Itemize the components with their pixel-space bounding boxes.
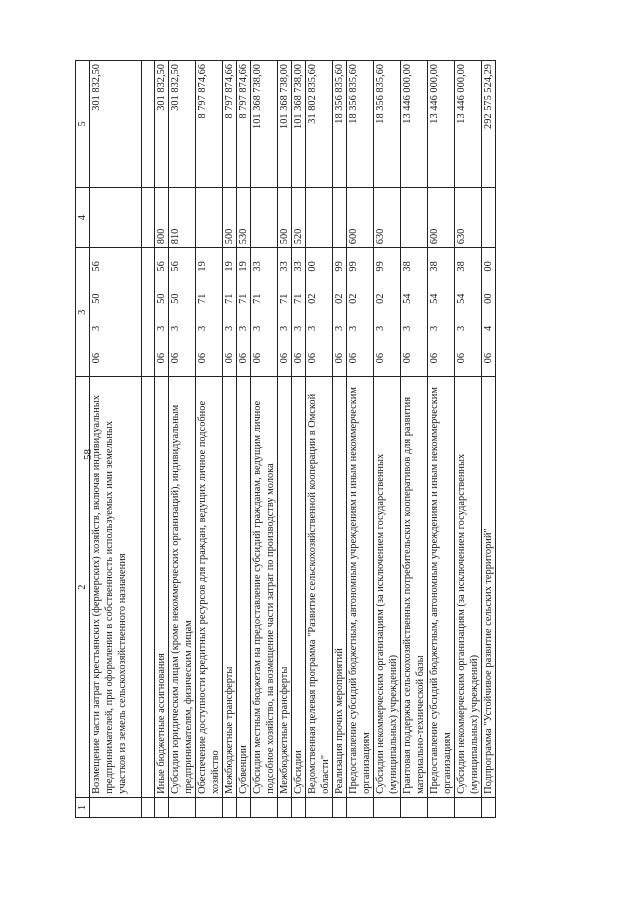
header-col-1: 1 (76, 797, 90, 817)
code-part: 33 (279, 261, 290, 272)
cell-code (237, 248, 251, 377)
code-part: 3 (170, 325, 181, 332)
code-group (251, 248, 264, 376)
header-col-2: 2 (76, 377, 90, 798)
cell-blank (333, 797, 347, 817)
cell-sum: 13 446 000,00 (455, 61, 482, 188)
code-part: 3 (456, 325, 467, 332)
cell-blank (455, 797, 482, 817)
code-part: 71 (197, 293, 208, 304)
table-row (278, 61, 292, 818)
cell-sum: 8 797 874,66 (223, 61, 237, 188)
table-row (251, 61, 278, 818)
cell-code (169, 248, 196, 377)
cell-name: Межбюджетные трансферты (278, 377, 292, 798)
code-part: 06 (483, 352, 494, 364)
code-part: 54 (456, 293, 467, 304)
code-group (196, 248, 209, 376)
code-part: 50 (91, 293, 102, 304)
code-part: 3 (197, 325, 208, 332)
cell-sum: 101 368 738,00 (292, 61, 306, 188)
cell-sum: 13 446 000,00 (401, 61, 428, 188)
table-row (333, 61, 347, 818)
cell-sum: 101 368 738,00 (251, 61, 278, 188)
cell-name (142, 377, 155, 798)
cell-name: Субвенции (237, 377, 251, 798)
code-part: 33 (252, 261, 263, 272)
code-group (333, 248, 346, 376)
table-row (455, 61, 482, 818)
code-part: 02 (375, 293, 386, 304)
code-group (306, 248, 319, 376)
cell-expense-type: 530 (237, 187, 251, 247)
cell-code (374, 248, 401, 377)
cell-blank (90, 797, 142, 817)
cell-name: Ведомственная целевая программа "Развитие сельскохозяйственной кооперации в Омской области" (306, 377, 333, 798)
code-part: 38 (429, 261, 440, 272)
cell-name: Предоставление субсидий бюджетным, автономным учреждениям и иным некоммерческим организациям (347, 377, 374, 798)
cell-blank (155, 797, 169, 817)
table-row (428, 61, 455, 818)
code-part: 06 (348, 352, 359, 364)
code-group (347, 248, 360, 376)
table-header-row (76, 61, 90, 818)
cell-blank (482, 797, 496, 817)
code-part: 3 (91, 325, 102, 332)
code-group (90, 248, 103, 376)
code-part: 33 (293, 261, 304, 272)
cell-expense-type (401, 187, 428, 247)
cell-expense-type: 600 (347, 187, 374, 247)
cell-blank (237, 797, 251, 817)
code-group (292, 248, 305, 376)
code-part: 06 (429, 352, 440, 364)
table-row (142, 61, 155, 818)
cell-expense-type (142, 187, 155, 247)
code-part: 19 (238, 261, 249, 272)
table-row (90, 61, 142, 818)
cell-code (292, 248, 306, 377)
cell-code (196, 248, 223, 377)
cell-sum: 301 832,50 (155, 61, 169, 188)
code-part: 06 (402, 352, 413, 364)
cell-expense-type (251, 187, 278, 247)
code-part: 54 (429, 293, 440, 304)
cell-sum: 301 832,50 (90, 61, 142, 188)
cell-expense-type (306, 187, 333, 247)
code-group (278, 248, 291, 376)
cell-blank (292, 797, 306, 817)
cell-blank (223, 797, 237, 817)
table-row (292, 61, 306, 818)
cell-blank (142, 797, 155, 817)
code-part: 38 (402, 261, 413, 272)
code-part: 99 (334, 261, 345, 272)
code-part: 71 (293, 293, 304, 304)
cell-expense-type: 500 (278, 187, 292, 247)
cell-name: Иные бюджетные ассигнования (155, 377, 169, 798)
code-part: 71 (279, 293, 290, 304)
cell-blank (374, 797, 401, 817)
code-part: 54 (402, 293, 413, 304)
code-part: 3 (252, 325, 263, 332)
cell-expense-type: 630 (455, 187, 482, 247)
code-part: 3 (402, 325, 413, 332)
cell-name: Подпрограмма "Устойчивое развитие сельских территорий" (482, 377, 496, 798)
cell-blank (196, 797, 223, 817)
cell-sum: 18 356 835,60 (333, 61, 347, 188)
cell-name: Субсидии юридическим лицам (кроме некоммерческих организаций), индивидуальным предпринимателям, физическим лицам (169, 377, 196, 798)
table-row (237, 61, 251, 818)
header-col-3: 3 (76, 248, 90, 377)
cell-expense-type: 520 (292, 187, 306, 247)
code-part: 02 (348, 293, 359, 304)
code-group (155, 248, 168, 376)
cell-code (155, 248, 169, 377)
code-part: 06 (156, 352, 167, 364)
table-row (306, 61, 333, 818)
cell-blank (251, 797, 278, 817)
cell-blank (169, 797, 196, 817)
cell-expense-type: 800 (155, 187, 169, 247)
code-part: 4 (483, 325, 494, 332)
table-row (482, 61, 496, 818)
cell-expense-type (333, 187, 347, 247)
code-part: 3 (279, 325, 290, 332)
code-part: 99 (375, 261, 386, 272)
cell-sum: 31 802 835,60 (306, 61, 333, 188)
cell-code (142, 248, 155, 377)
cell-blank (306, 797, 333, 817)
code-part: 3 (224, 325, 235, 332)
cell-name: Грантовая поддержка сельскохозяйственных потребительских кооперативов для развития материально-технической базы (401, 377, 428, 798)
code-part: 06 (91, 352, 102, 364)
code-part: 06 (334, 352, 345, 364)
code-part: 00 (483, 293, 494, 304)
code-part: 02 (307, 293, 318, 304)
code-part: 38 (456, 261, 467, 272)
cell-expense-type: 810 (169, 187, 196, 247)
budget-table (75, 60, 496, 818)
code-part: 00 (307, 261, 318, 272)
code-group (237, 248, 250, 376)
cell-sum (142, 61, 155, 188)
table-row (223, 61, 237, 818)
code-group (169, 248, 182, 376)
code-part: 06 (279, 352, 290, 364)
cell-sum: 13 446 000,00 (428, 61, 455, 188)
cell-name: Возмещение части затрат крестьянских (фермерских) хозяйств, включая индивидуальных предпринимателей, при оформлении в собственность используемых ими земельных участков из земель сельскохозяйственного назначения (90, 377, 142, 798)
code-group (374, 248, 387, 376)
cell-expense-type: 600 (428, 187, 455, 247)
code-part: 06 (224, 352, 235, 364)
header-col-4: 4 (76, 187, 90, 247)
cell-sum: 101 368 738,00 (278, 61, 292, 188)
cell-code (223, 248, 237, 377)
table-row (196, 61, 223, 818)
cell-blank (428, 797, 455, 817)
cell-name: Предоставление субсидий бюджетным, автономным учреждениям и иным некоммерческим организациям (428, 377, 455, 798)
code-group (401, 248, 414, 376)
code-part: 06 (238, 352, 249, 364)
table-row (347, 61, 374, 818)
code-part: 06 (307, 352, 318, 364)
code-part: 19 (224, 261, 235, 272)
code-part: 06 (252, 352, 263, 364)
cell-code (278, 248, 292, 377)
cell-blank (347, 797, 374, 817)
code-part: 3 (334, 325, 345, 332)
code-group (223, 248, 236, 376)
cell-code (251, 248, 278, 377)
code-part: 71 (252, 293, 263, 304)
cell-expense-type (196, 187, 223, 247)
cell-expense-type: 500 (223, 187, 237, 247)
header-col-5: 5 (76, 61, 90, 188)
cell-code (482, 248, 496, 377)
code-group (455, 248, 468, 376)
cell-code (455, 248, 482, 377)
code-part: 3 (156, 325, 167, 332)
cell-sum: 8 797 874,66 (196, 61, 223, 188)
code-part: 99 (348, 261, 359, 272)
cell-name: Межбюджетные трансферты (223, 377, 237, 798)
code-part: 3 (348, 325, 359, 332)
cell-name: Обеспечение доступности кредитных ресурсов для граждан, ведущих личное подсобное хозяйство (196, 377, 223, 798)
code-part: 3 (238, 325, 249, 332)
cell-code (347, 248, 374, 377)
rotated-table-wrapper (75, 60, 583, 818)
code-part: 50 (170, 293, 181, 304)
code-part: 56 (170, 261, 181, 272)
code-part: 19 (197, 261, 208, 272)
code-group (482, 248, 495, 376)
code-part: 00 (483, 261, 494, 272)
cell-code (333, 248, 347, 377)
code-part: 3 (307, 325, 318, 332)
code-part: 71 (238, 293, 249, 304)
code-part: 06 (293, 352, 304, 364)
cell-name: Субсидии (292, 377, 306, 798)
code-part: 06 (170, 352, 181, 364)
code-part: 3 (375, 325, 386, 332)
cell-sum: 18 356 835,60 (374, 61, 401, 188)
code-part: 3 (429, 325, 440, 332)
code-part: 56 (91, 261, 102, 272)
cell-name: Субсидии некоммерческим организациям (за исключением государственных (муниципальных) учреждений) (374, 377, 401, 798)
code-part: 50 (156, 293, 167, 304)
code-group (428, 248, 441, 376)
cell-blank (401, 797, 428, 817)
code-part: 71 (224, 293, 235, 304)
cell-expense-type: 630 (374, 187, 401, 247)
code-part: 56 (156, 261, 167, 272)
cell-expense-type (90, 187, 142, 247)
cell-code (428, 248, 455, 377)
cell-blank (278, 797, 292, 817)
cell-expense-type (482, 187, 496, 247)
table-row (169, 61, 196, 818)
cell-sum: 8 797 874,66 (237, 61, 251, 188)
code-part: 06 (456, 352, 467, 364)
code-part: 06 (197, 352, 208, 364)
cell-code (401, 248, 428, 377)
code-part: 3 (293, 325, 304, 332)
table-row (401, 61, 428, 818)
cell-code (90, 248, 142, 377)
cell-sum: 292 575 524,29 (482, 61, 496, 188)
cell-name: Субсидии местным бюджетам на предоставление субсидий гражданам, ведущим личное подсобное хозяйство, на возмещение части затрат по производству молока (251, 377, 278, 798)
cell-sum: 18 356 835,60 (347, 61, 374, 188)
cell-name: Реализация прочих мероприятий (333, 377, 347, 798)
cell-code (306, 248, 333, 377)
table-row (155, 61, 169, 818)
code-part: 06 (375, 352, 386, 364)
cell-sum: 301 832,50 (169, 61, 196, 188)
table-row (374, 61, 401, 818)
page-number: 58 (82, 449, 94, 460)
cell-name: Субсидии некоммерческим организациям (за исключением государственных (муниципальных) учреждений) (455, 377, 482, 798)
code-part: 02 (334, 293, 345, 304)
